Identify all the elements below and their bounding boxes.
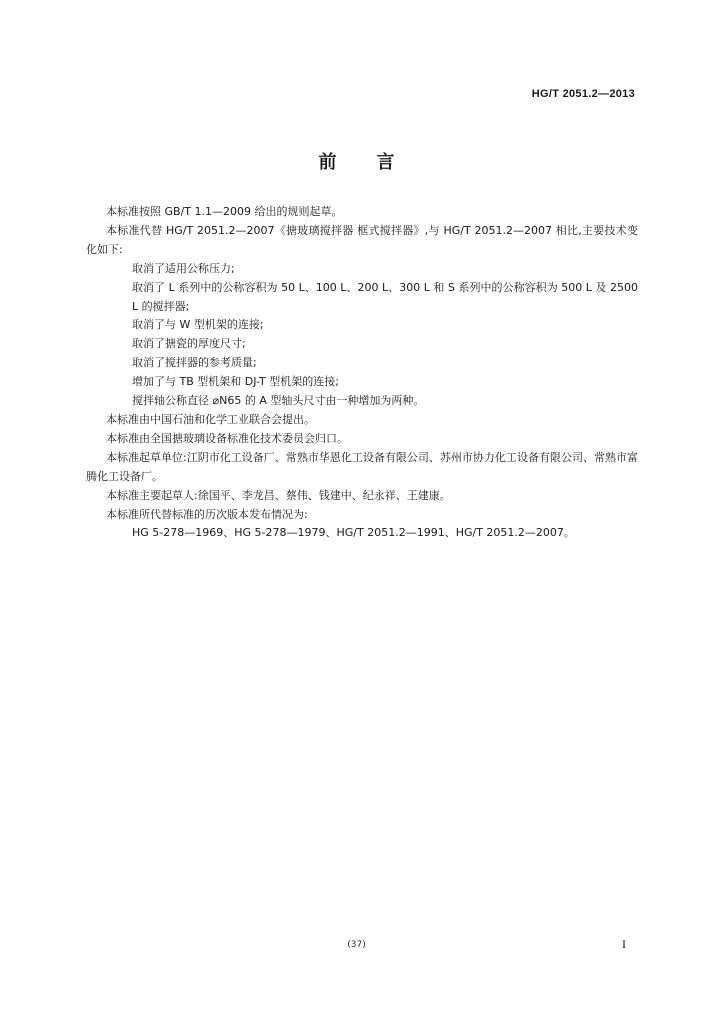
paragraph-history: HG 5-278—1969、HG 5-278—1979、HG/T 2051.2—1991、HG/T 2051.2—2007。 bbox=[132, 526, 575, 540]
paragraph-history-intro: 本标准所代替标准的历次版本发布情况为: bbox=[106, 507, 308, 521]
change-item: 取消了搪瓷的厚度尺寸; bbox=[132, 337, 246, 351]
paragraph-drafting-rule: 本标准按照 GB/T 1.1—2009 给出的规则起草。 bbox=[106, 205, 343, 218]
change-item: 搅拌轴公称直径 ⌀N65 的 A 型轴头尺寸由一种增加为两种。 bbox=[132, 394, 425, 408]
change-item: 增加了与 TB 型机架和 DJ-T 型机架的连接; bbox=[132, 375, 339, 389]
change-item: 取消了搅拌器的参考质量; bbox=[132, 356, 257, 370]
page-number: I bbox=[622, 937, 626, 951]
standard-number: HG/T 2051.2—2013 bbox=[531, 88, 635, 100]
page-title: 前言 bbox=[318, 152, 435, 173]
change-item: 取消了与 W 型机架的连接; bbox=[132, 318, 264, 332]
paragraph-committee: 本标准由全国搪玻璃设备标准化技术委员会归口。 bbox=[106, 431, 348, 445]
footer-code: (37) bbox=[347, 940, 366, 950]
paragraph-replacement: 本标准代替 HG/T 2051.2—2007《搪玻璃搅拌器 框式搅拌器》,与 HG/T 2051.2—2007 相比,主要技术变化如下: bbox=[86, 223, 638, 256]
change-item: 取消了适用公称压力; bbox=[132, 261, 235, 275]
change-item: 取消了 L 系列中的公称容积为 50 L、100 L、200 L、300 L 和 S 系列中的公称容积为 500 L 及 2500 L 的搅拌器; bbox=[132, 280, 638, 313]
foreword-body bbox=[86, 203, 638, 543]
paragraph-drafting-units: 本标准起草单位:江阴市化工设备厂、常熟市华恩化工设备有限公司、苏州市协力化工设备有限公司、常熟市富腾化工设备厂。 bbox=[86, 450, 638, 483]
paragraph-drafters: 本标准主要起草人:徐国平、李龙昌、蔡伟、钱建中、纪永祥、王建康。 bbox=[106, 488, 451, 502]
paragraph-proposer: 本标准由中国石油和化学工业联合会提出。 bbox=[106, 412, 315, 426]
